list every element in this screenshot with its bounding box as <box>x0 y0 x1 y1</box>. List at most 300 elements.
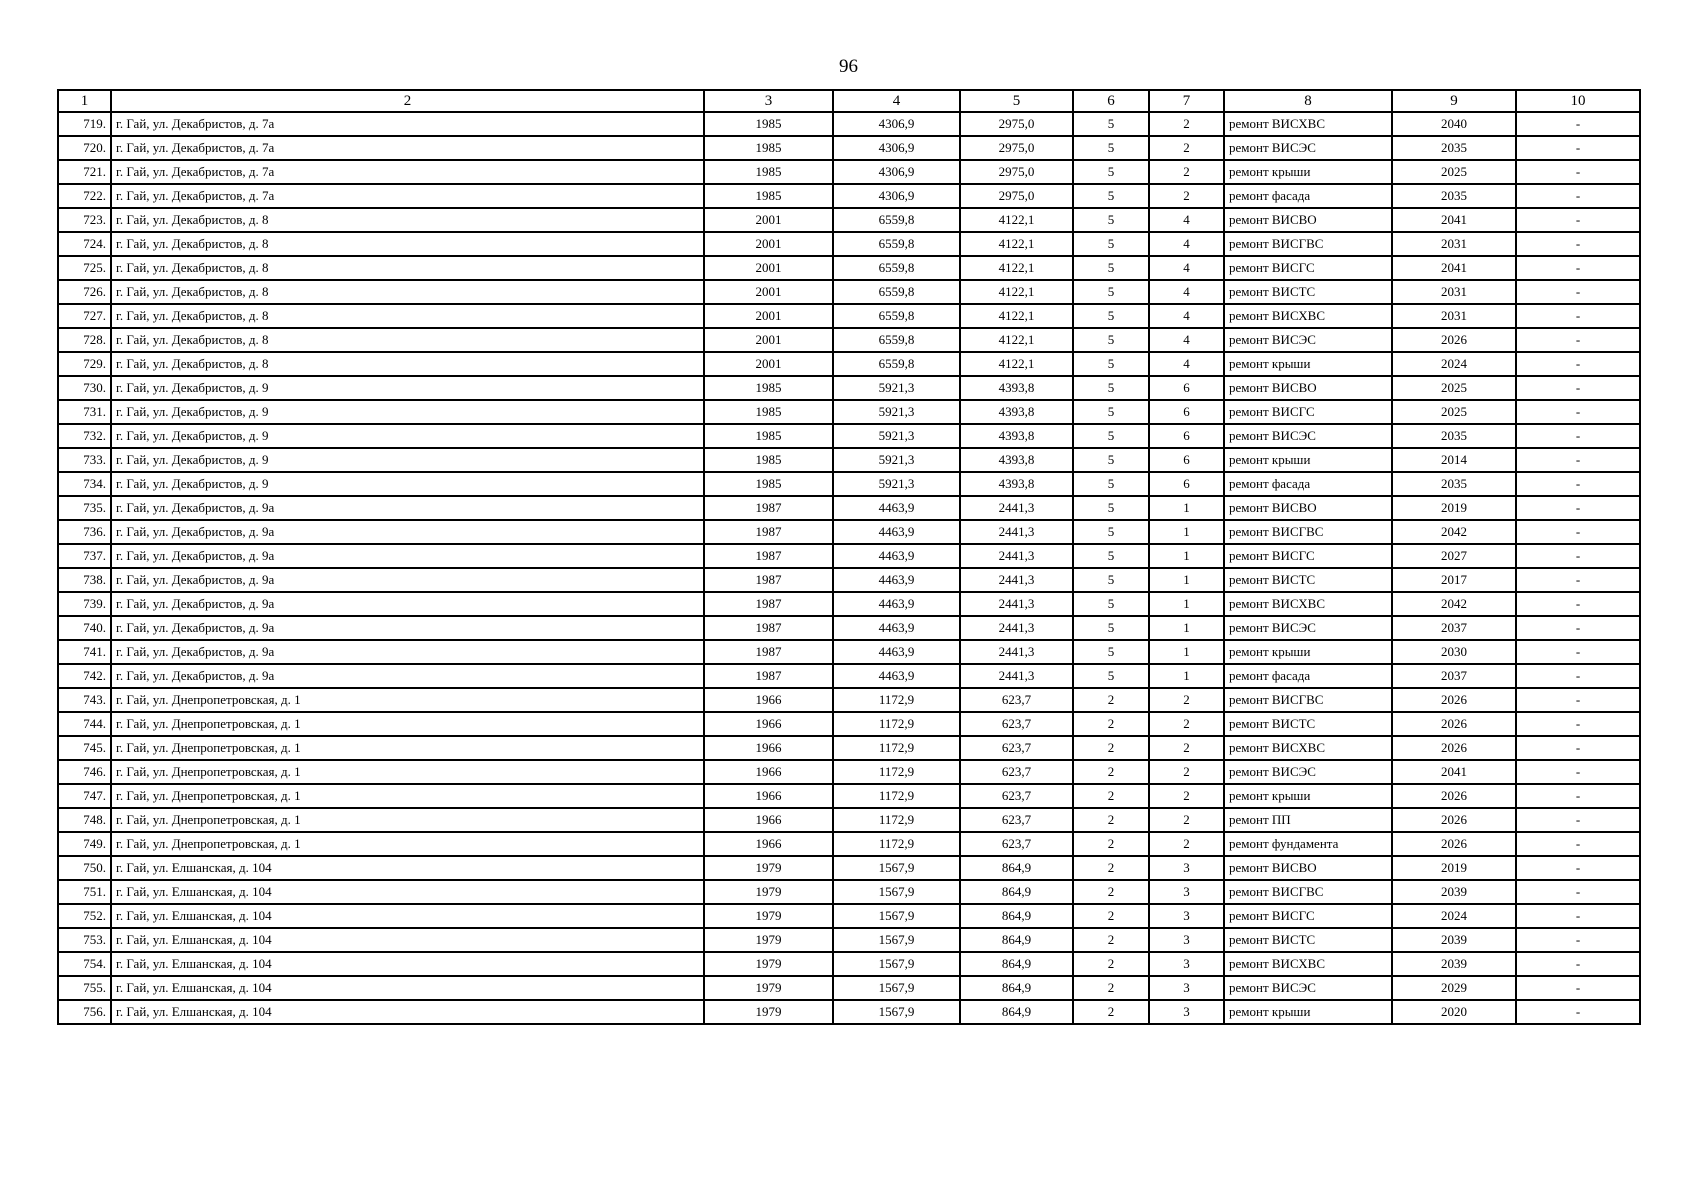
cell-col-plan-year: 2026 <box>1392 328 1516 352</box>
cell-col-total-area: 1172,9 <box>833 688 960 712</box>
cell-col-total-area: 4463,9 <box>833 592 960 616</box>
cell-col-work-type: ремонт крыши <box>1224 784 1392 808</box>
cell-col-address: г. Гай, ул. Днепропетровская, д. 1 <box>111 784 704 808</box>
cell-col-entrances: 3 <box>1149 928 1224 952</box>
cell-col-year: 1966 <box>704 808 833 832</box>
cell-col-year: 2001 <box>704 328 833 352</box>
cell-col-year: 1966 <box>704 760 833 784</box>
cell-col-note: - <box>1516 376 1640 400</box>
cell-col-plan-year: 2025 <box>1392 160 1516 184</box>
cell-col-year: 1985 <box>704 112 833 136</box>
header-col-floors: 6 <box>1073 90 1149 112</box>
cell-col-living-area: 864,9 <box>960 976 1073 1000</box>
cell-col-year: 1985 <box>704 184 833 208</box>
header-col-year: 3 <box>704 90 833 112</box>
cell-col-year: 1985 <box>704 160 833 184</box>
cell-col-floors: 2 <box>1073 760 1149 784</box>
cell-col-note: - <box>1516 736 1640 760</box>
cell-col-living-area: 2441,3 <box>960 616 1073 640</box>
cell-col-plan-year: 2025 <box>1392 400 1516 424</box>
cell-col-floors: 2 <box>1073 952 1149 976</box>
cell-col-address: г. Гай, ул. Декабристов, д. 9 <box>111 400 704 424</box>
cell-col-year: 1987 <box>704 616 833 640</box>
cell-col-floors: 5 <box>1073 448 1149 472</box>
cell-col-address: г. Гай, ул. Днепропетровская, д. 1 <box>111 688 704 712</box>
cell-col-entrances: 1 <box>1149 568 1224 592</box>
cell-col-plan-year: 2042 <box>1392 520 1516 544</box>
cell-col-work-type: ремонт ВИСХВС <box>1224 304 1392 328</box>
table-row <box>58 808 1640 832</box>
cell-col-work-type: ремонт ВИСХВС <box>1224 112 1392 136</box>
table-row <box>58 112 1640 136</box>
cell-col-number: 756. <box>58 1000 111 1024</box>
cell-col-work-type: ремонт ВИСТС <box>1224 712 1392 736</box>
cell-col-entrances: 6 <box>1149 376 1224 400</box>
cell-col-entrances: 4 <box>1149 328 1224 352</box>
cell-col-plan-year: 2024 <box>1392 904 1516 928</box>
cell-col-entrances: 2 <box>1149 160 1224 184</box>
cell-col-year: 1985 <box>704 472 833 496</box>
cell-col-number: 726. <box>58 280 111 304</box>
cell-col-plan-year: 2025 <box>1392 376 1516 400</box>
cell-col-total-area: 6559,8 <box>833 280 960 304</box>
cell-col-address: г. Гай, ул. Декабристов, д. 9а <box>111 520 704 544</box>
table-row <box>58 952 1640 976</box>
table-row <box>58 688 1640 712</box>
cell-col-work-type: ремонт крыши <box>1224 1000 1392 1024</box>
cell-col-entrances: 3 <box>1149 976 1224 1000</box>
table-row <box>58 832 1640 856</box>
cell-col-living-area: 864,9 <box>960 952 1073 976</box>
cell-col-year: 1987 <box>704 496 833 520</box>
table-row <box>58 256 1640 280</box>
cell-col-total-area: 4463,9 <box>833 568 960 592</box>
cell-col-address: г. Гай, ул. Декабристов, д. 8 <box>111 352 704 376</box>
table-row <box>58 880 1640 904</box>
cell-col-total-area: 1567,9 <box>833 928 960 952</box>
cell-col-entrances: 2 <box>1149 688 1224 712</box>
cell-col-work-type: ремонт ВИСВО <box>1224 856 1392 880</box>
cell-col-living-area: 623,7 <box>960 808 1073 832</box>
cell-col-year: 1987 <box>704 568 833 592</box>
cell-col-note: - <box>1516 880 1640 904</box>
cell-col-note: - <box>1516 400 1640 424</box>
cell-col-year: 1966 <box>704 784 833 808</box>
cell-col-floors: 5 <box>1073 592 1149 616</box>
cell-col-work-type: ремонт ВИСГВС <box>1224 880 1392 904</box>
table-row <box>58 448 1640 472</box>
cell-col-total-area: 5921,3 <box>833 424 960 448</box>
header-col-note: 10 <box>1516 90 1640 112</box>
cell-col-living-area: 4122,1 <box>960 280 1073 304</box>
table-row <box>58 592 1640 616</box>
cell-col-plan-year: 2017 <box>1392 568 1516 592</box>
table-row <box>58 232 1640 256</box>
table-row <box>58 280 1640 304</box>
cell-col-number: 753. <box>58 928 111 952</box>
cell-col-address: г. Гай, ул. Днепропетровская, д. 1 <box>111 832 704 856</box>
cell-col-floors: 5 <box>1073 664 1149 688</box>
cell-col-plan-year: 2037 <box>1392 664 1516 688</box>
cell-col-total-area: 6559,8 <box>833 352 960 376</box>
cell-col-total-area: 4306,9 <box>833 136 960 160</box>
cell-col-entrances: 6 <box>1149 472 1224 496</box>
cell-col-address: г. Гай, ул. Днепропетровская, д. 1 <box>111 760 704 784</box>
cell-col-floors: 2 <box>1073 808 1149 832</box>
cell-col-year: 2001 <box>704 280 833 304</box>
cell-col-total-area: 1172,9 <box>833 832 960 856</box>
cell-col-floors: 5 <box>1073 640 1149 664</box>
cell-col-entrances: 2 <box>1149 136 1224 160</box>
cell-col-number: 745. <box>58 736 111 760</box>
cell-col-number: 749. <box>58 832 111 856</box>
cell-col-living-area: 623,7 <box>960 688 1073 712</box>
cell-col-year: 1985 <box>704 376 833 400</box>
cell-col-plan-year: 2026 <box>1392 712 1516 736</box>
cell-col-year: 1987 <box>704 520 833 544</box>
cell-col-plan-year: 2019 <box>1392 856 1516 880</box>
cell-col-number: 750. <box>58 856 111 880</box>
cell-col-floors: 2 <box>1073 688 1149 712</box>
cell-col-number: 743. <box>58 688 111 712</box>
cell-col-plan-year: 2035 <box>1392 136 1516 160</box>
cell-col-work-type: ремонт ВИСГС <box>1224 544 1392 568</box>
cell-col-plan-year: 2031 <box>1392 304 1516 328</box>
table-row <box>58 184 1640 208</box>
cell-col-address: г. Гай, ул. Декабристов, д. 8 <box>111 280 704 304</box>
cell-col-living-area: 4393,8 <box>960 424 1073 448</box>
header-col-plan-year: 9 <box>1392 90 1516 112</box>
cell-col-plan-year: 2039 <box>1392 880 1516 904</box>
cell-col-total-area: 1567,9 <box>833 952 960 976</box>
cell-col-work-type: ремонт ВИСГВС <box>1224 688 1392 712</box>
cell-col-number: 724. <box>58 232 111 256</box>
header-col-total-area: 4 <box>833 90 960 112</box>
cell-col-number: 735. <box>58 496 111 520</box>
cell-col-note: - <box>1516 184 1640 208</box>
cell-col-note: - <box>1516 856 1640 880</box>
cell-col-note: - <box>1516 352 1640 376</box>
cell-col-living-area: 623,7 <box>960 712 1073 736</box>
cell-col-address: г. Гай, ул. Днепропетровская, д. 1 <box>111 712 704 736</box>
table-row <box>58 424 1640 448</box>
cell-col-address: г. Гай, ул. Днепропетровская, д. 1 <box>111 808 704 832</box>
cell-col-plan-year: 2026 <box>1392 736 1516 760</box>
cell-col-total-area: 1567,9 <box>833 976 960 1000</box>
cell-col-year: 1966 <box>704 712 833 736</box>
header-col-address: 2 <box>111 90 704 112</box>
cell-col-total-area: 1567,9 <box>833 904 960 928</box>
cell-col-year: 1966 <box>704 832 833 856</box>
cell-col-address: г. Гай, ул. Декабристов, д. 8 <box>111 232 704 256</box>
cell-col-plan-year: 2035 <box>1392 424 1516 448</box>
cell-col-living-area: 2441,3 <box>960 640 1073 664</box>
cell-col-entrances: 3 <box>1149 880 1224 904</box>
cell-col-note: - <box>1516 760 1640 784</box>
cell-col-living-area: 4122,1 <box>960 304 1073 328</box>
cell-col-entrances: 4 <box>1149 280 1224 304</box>
cell-col-year: 1979 <box>704 904 833 928</box>
cell-col-entrances: 6 <box>1149 448 1224 472</box>
cell-col-plan-year: 2041 <box>1392 760 1516 784</box>
cell-col-plan-year: 2030 <box>1392 640 1516 664</box>
cell-col-work-type: ремонт ВИСЭС <box>1224 328 1392 352</box>
cell-col-address: г. Гай, ул. Декабристов, д. 9 <box>111 376 704 400</box>
cell-col-work-type: ремонт фундамента <box>1224 832 1392 856</box>
cell-col-entrances: 2 <box>1149 784 1224 808</box>
cell-col-living-area: 2975,0 <box>960 184 1073 208</box>
cell-col-work-type: ремонт ВИСЭС <box>1224 424 1392 448</box>
cell-col-number: 739. <box>58 592 111 616</box>
cell-col-living-area: 2441,3 <box>960 664 1073 688</box>
cell-col-entrances: 6 <box>1149 400 1224 424</box>
cell-col-address: г. Гай, ул. Декабристов, д. 9а <box>111 592 704 616</box>
cell-col-address: г. Гай, ул. Елшанская, д. 104 <box>111 904 704 928</box>
cell-col-total-area: 1172,9 <box>833 712 960 736</box>
cell-col-total-area: 4463,9 <box>833 664 960 688</box>
cell-col-address: г. Гай, ул. Елшанская, д. 104 <box>111 1000 704 1024</box>
cell-col-address: г. Гай, ул. Елшанская, д. 104 <box>111 880 704 904</box>
cell-col-floors: 5 <box>1073 304 1149 328</box>
cell-col-living-area: 4122,1 <box>960 232 1073 256</box>
cell-col-note: - <box>1516 208 1640 232</box>
cell-col-total-area: 4306,9 <box>833 112 960 136</box>
cell-col-floors: 5 <box>1073 496 1149 520</box>
cell-col-number: 725. <box>58 256 111 280</box>
cell-col-number: 734. <box>58 472 111 496</box>
cell-col-entrances: 2 <box>1149 112 1224 136</box>
cell-col-address: г. Гай, ул. Декабристов, д. 9а <box>111 544 704 568</box>
cell-col-total-area: 4463,9 <box>833 616 960 640</box>
cell-col-total-area: 6559,8 <box>833 232 960 256</box>
cell-col-work-type: ремонт ВИСЭС <box>1224 616 1392 640</box>
cell-col-address: г. Гай, ул. Елшанская, д. 104 <box>111 952 704 976</box>
table-row <box>58 376 1640 400</box>
cell-col-note: - <box>1516 448 1640 472</box>
cell-col-year: 1985 <box>704 448 833 472</box>
cell-col-number: 729. <box>58 352 111 376</box>
cell-col-living-area: 2441,3 <box>960 568 1073 592</box>
cell-col-address: г. Гай, ул. Днепропетровская, д. 1 <box>111 736 704 760</box>
cell-col-total-area: 5921,3 <box>833 400 960 424</box>
cell-col-note: - <box>1516 688 1640 712</box>
cell-col-plan-year: 2029 <box>1392 976 1516 1000</box>
header-col-living-area: 5 <box>960 90 1073 112</box>
cell-col-floors: 5 <box>1073 400 1149 424</box>
cell-col-living-area: 2975,0 <box>960 160 1073 184</box>
cell-col-plan-year: 2040 <box>1392 112 1516 136</box>
cell-col-address: г. Гай, ул. Декабристов, д. 9а <box>111 664 704 688</box>
cell-col-address: г. Гай, ул. Декабристов, д. 7а <box>111 160 704 184</box>
cell-col-floors: 5 <box>1073 184 1149 208</box>
cell-col-year: 1987 <box>704 544 833 568</box>
cell-col-floors: 2 <box>1073 976 1149 1000</box>
cell-col-living-area: 4393,8 <box>960 400 1073 424</box>
cell-col-note: - <box>1516 256 1640 280</box>
cell-col-note: - <box>1516 112 1640 136</box>
cell-col-floors: 2 <box>1073 736 1149 760</box>
cell-col-living-area: 4122,1 <box>960 208 1073 232</box>
cell-col-work-type: ремонт ВИСГС <box>1224 400 1392 424</box>
page-number: 96 <box>839 56 858 77</box>
cell-col-address: г. Гай, ул. Декабристов, д. 9 <box>111 472 704 496</box>
cell-col-work-type: ремонт ВИСГС <box>1224 904 1392 928</box>
cell-col-work-type: ремонт ВИСГС <box>1224 256 1392 280</box>
cell-col-note: - <box>1516 952 1640 976</box>
cell-col-plan-year: 2041 <box>1392 256 1516 280</box>
cell-col-living-area: 864,9 <box>960 880 1073 904</box>
cell-col-note: - <box>1516 424 1640 448</box>
cell-col-living-area: 2441,3 <box>960 592 1073 616</box>
cell-col-address: г. Гай, ул. Декабристов, д. 9 <box>111 448 704 472</box>
cell-col-address: г. Гай, ул. Декабристов, д. 8 <box>111 304 704 328</box>
cell-col-note: - <box>1516 640 1640 664</box>
cell-col-plan-year: 2026 <box>1392 808 1516 832</box>
cell-col-floors: 5 <box>1073 136 1149 160</box>
cell-col-floors: 5 <box>1073 328 1149 352</box>
cell-col-year: 1979 <box>704 1000 833 1024</box>
cell-col-work-type: ремонт крыши <box>1224 640 1392 664</box>
cell-col-work-type: ремонт ВИСГВС <box>1224 232 1392 256</box>
cell-col-living-area: 4122,1 <box>960 256 1073 280</box>
cell-col-address: г. Гай, ул. Декабристов, д. 7а <box>111 184 704 208</box>
cell-col-living-area: 864,9 <box>960 904 1073 928</box>
table-row <box>58 856 1640 880</box>
cell-col-total-area: 5921,3 <box>833 376 960 400</box>
cell-col-floors: 2 <box>1073 880 1149 904</box>
cell-col-year: 1966 <box>704 688 833 712</box>
table-row <box>58 784 1640 808</box>
cell-col-year: 2001 <box>704 256 833 280</box>
cell-col-entrances: 1 <box>1149 544 1224 568</box>
cell-col-entrances: 1 <box>1149 664 1224 688</box>
cell-col-note: - <box>1516 328 1640 352</box>
table-body <box>58 112 1640 1024</box>
cell-col-number: 732. <box>58 424 111 448</box>
cell-col-address: г. Гай, ул. Декабристов, д. 8 <box>111 208 704 232</box>
cell-col-work-type: ремонт ВИСЭС <box>1224 760 1392 784</box>
cell-col-living-area: 864,9 <box>960 928 1073 952</box>
cell-col-number: 746. <box>58 760 111 784</box>
cell-col-entrances: 4 <box>1149 232 1224 256</box>
cell-col-total-area: 4463,9 <box>833 496 960 520</box>
cell-col-floors: 5 <box>1073 376 1149 400</box>
cell-col-floors: 5 <box>1073 280 1149 304</box>
table-row <box>58 400 1640 424</box>
cell-col-plan-year: 2039 <box>1392 952 1516 976</box>
cell-col-living-area: 623,7 <box>960 784 1073 808</box>
cell-col-number: 738. <box>58 568 111 592</box>
table-row <box>58 760 1640 784</box>
cell-col-living-area: 623,7 <box>960 760 1073 784</box>
cell-col-note: - <box>1516 544 1640 568</box>
cell-col-note: - <box>1516 592 1640 616</box>
cell-col-year: 1987 <box>704 664 833 688</box>
cell-col-floors: 2 <box>1073 928 1149 952</box>
cell-col-total-area: 4463,9 <box>833 520 960 544</box>
table-row <box>58 136 1640 160</box>
cell-col-work-type: ремонт ВИСТС <box>1224 928 1392 952</box>
cell-col-year: 1979 <box>704 952 833 976</box>
cell-col-address: г. Гай, ул. Декабристов, д. 8 <box>111 256 704 280</box>
cell-col-entrances: 2 <box>1149 832 1224 856</box>
table-row <box>58 160 1640 184</box>
cell-col-total-area: 5921,3 <box>833 472 960 496</box>
cell-col-note: - <box>1516 496 1640 520</box>
cell-col-entrances: 4 <box>1149 256 1224 280</box>
cell-col-plan-year: 2019 <box>1392 496 1516 520</box>
cell-col-work-type: ремонт ВИСЭС <box>1224 976 1392 1000</box>
cell-col-entrances: 2 <box>1149 760 1224 784</box>
cell-col-living-area: 623,7 <box>960 832 1073 856</box>
cell-col-note: - <box>1516 136 1640 160</box>
cell-col-floors: 2 <box>1073 904 1149 928</box>
cell-col-entrances: 2 <box>1149 808 1224 832</box>
cell-col-floors: 2 <box>1073 1000 1149 1024</box>
cell-col-number: 741. <box>58 640 111 664</box>
cell-col-plan-year: 2027 <box>1392 544 1516 568</box>
cell-col-number: 733. <box>58 448 111 472</box>
cell-col-entrances: 6 <box>1149 424 1224 448</box>
table-row <box>58 640 1640 664</box>
cell-col-number: 742. <box>58 664 111 688</box>
table-row <box>58 472 1640 496</box>
cell-col-note: - <box>1516 280 1640 304</box>
cell-col-entrances: 4 <box>1149 352 1224 376</box>
cell-col-note: - <box>1516 832 1640 856</box>
cell-col-address: г. Гай, ул. Декабристов, д. 9а <box>111 568 704 592</box>
repair-schedule-table <box>57 89 1641 1025</box>
cell-col-work-type: ремонт ВИСХВС <box>1224 952 1392 976</box>
cell-col-total-area: 4306,9 <box>833 160 960 184</box>
cell-col-work-type: ремонт ВИСХВС <box>1224 592 1392 616</box>
cell-col-floors: 5 <box>1073 352 1149 376</box>
cell-col-plan-year: 2042 <box>1392 592 1516 616</box>
cell-col-note: - <box>1516 616 1640 640</box>
cell-col-number: 747. <box>58 784 111 808</box>
cell-col-note: - <box>1516 520 1640 544</box>
cell-col-living-area: 864,9 <box>960 1000 1073 1024</box>
cell-col-living-area: 2975,0 <box>960 136 1073 160</box>
cell-col-entrances: 2 <box>1149 736 1224 760</box>
cell-col-year: 1985 <box>704 400 833 424</box>
cell-col-floors: 5 <box>1073 208 1149 232</box>
table-row <box>58 328 1640 352</box>
cell-col-number: 727. <box>58 304 111 328</box>
cell-col-number: 752. <box>58 904 111 928</box>
table-row <box>58 712 1640 736</box>
cell-col-entrances: 4 <box>1149 208 1224 232</box>
cell-col-number: 731. <box>58 400 111 424</box>
cell-col-entrances: 4 <box>1149 304 1224 328</box>
cell-col-number: 728. <box>58 328 111 352</box>
cell-col-living-area: 4393,8 <box>960 448 1073 472</box>
cell-col-number: 719. <box>58 112 111 136</box>
cell-col-total-area: 1172,9 <box>833 808 960 832</box>
cell-col-note: - <box>1516 1000 1640 1024</box>
cell-col-total-area: 1567,9 <box>833 880 960 904</box>
cell-col-entrances: 1 <box>1149 592 1224 616</box>
cell-col-entrances: 1 <box>1149 616 1224 640</box>
cell-col-number: 730. <box>58 376 111 400</box>
cell-col-number: 737. <box>58 544 111 568</box>
table-row <box>58 304 1640 328</box>
cell-col-work-type: ремонт крыши <box>1224 160 1392 184</box>
cell-col-living-area: 4393,8 <box>960 472 1073 496</box>
cell-col-entrances: 3 <box>1149 856 1224 880</box>
cell-col-total-area: 6559,8 <box>833 208 960 232</box>
cell-col-plan-year: 2035 <box>1392 472 1516 496</box>
